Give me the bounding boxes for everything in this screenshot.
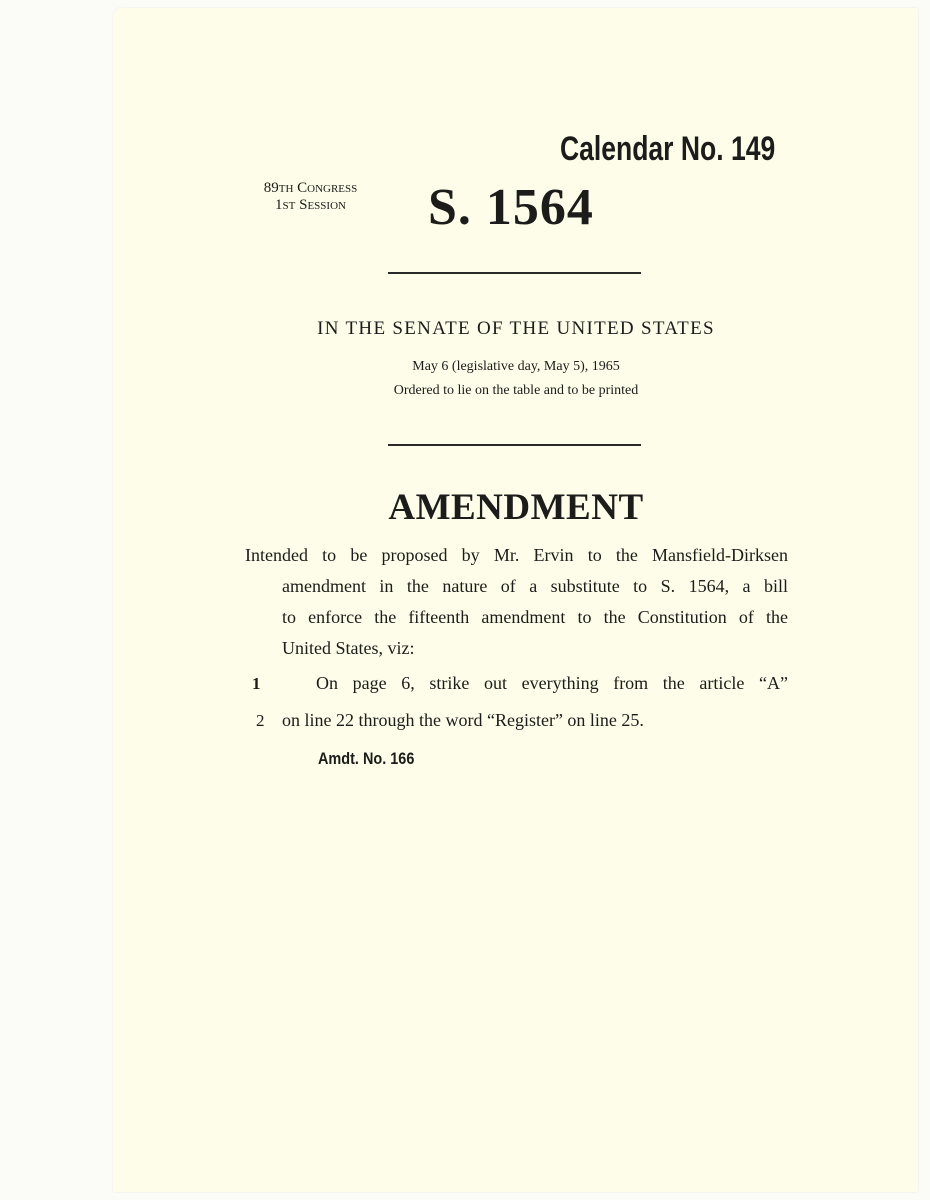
document-title: AMENDMENT <box>388 487 644 528</box>
numbered-line-text: on line 22 through the word “Register” on line 25. <box>282 710 644 730</box>
congress-session <box>238 180 383 214</box>
intro-line: United States, viz: <box>282 638 415 658</box>
intro-line: to enforce the fifteenth amendment to the Constitution of the <box>282 607 788 627</box>
numbered-line-text: On page 6, strike out everything from the article “A” <box>316 673 788 693</box>
line-number: 1 <box>252 674 261 693</box>
calendar-number: Calendar No. 149 <box>560 130 776 168</box>
divider <box>388 272 641 274</box>
intro-line: Intended to be proposed by Mr. Ervin to the Mansfield-Dirksen <box>245 545 788 565</box>
divider <box>388 444 641 446</box>
chamber-heading: IN THE SENATE OF THE UNITED STATES <box>317 318 715 339</box>
session: 1st Session <box>275 197 346 213</box>
intro-paragraph <box>245 540 788 664</box>
congress: 89th Congress <box>263 180 358 196</box>
amendment-number: Amdt. No. 166 <box>318 749 415 768</box>
date-line: May 6 (legislative day, May 5), 1965 <box>412 359 620 374</box>
ordered-line: Ordered to lie on the table and to be printed <box>393 383 639 398</box>
line-number: 2 <box>256 711 265 730</box>
bill-number: S. 1564 <box>428 179 594 236</box>
intro-line: amendment in the nature of a substitute to S. 1564, a bill <box>282 576 788 596</box>
